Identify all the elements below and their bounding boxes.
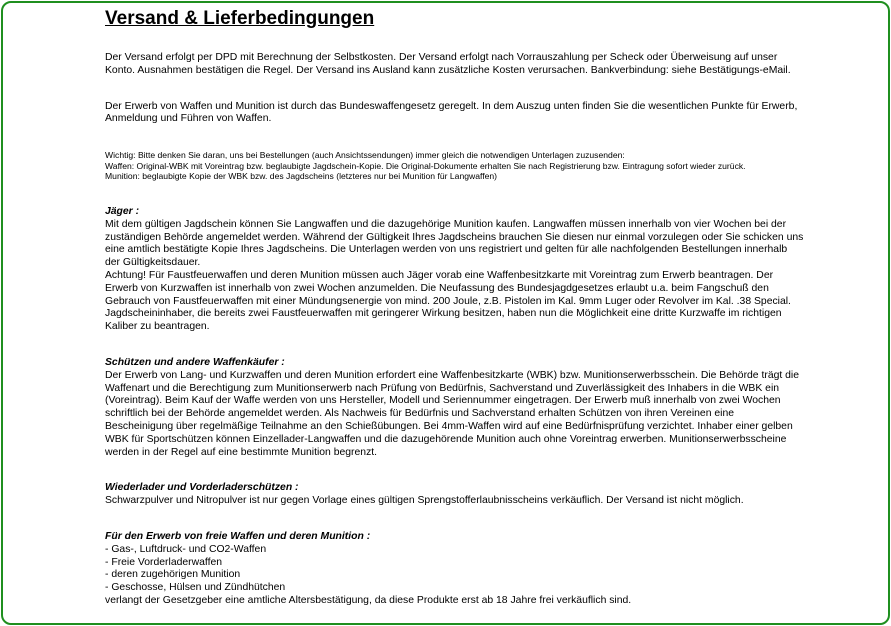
content-area bbox=[105, 8, 805, 608]
section-text: Der Erwerb von Lang- und Kurzwaffen und deren Munition erfordert eine Waffenbesitzkarte (WBK) bzw. Munitionserwerbsschein. Die Behörde trägt die Waffenart und die Berechtigung zum Munitionserwerb nach Prüfung von Bedürfnis, Sachverstand und Zuverlässigkeit des Inhabers in die WBK ein (Voreintrag). Beim Kauf der Waffe werden von uns Hersteller, Modell und Seriennummer eingetragen. Der Erwerb muß innerhalb von zwei Wochen schriftlich bei der Behörde angemeldet werden. Als Nachweis für Bedürfnis und Sachverstand erhalten Schützen von ihren Vereinen eine Bescheinigung über regelmäßige Teilnahme an den Schießübungen. Bei 4mm-Waffen wird auf eine Bedürfnisprüfung verzichtet. Inhaber einer gelben WBK für Sportschützen können Einzellader-Langwaffen und die dazugehörende Munition auch ohne Voreintrag erwerben. Munitionserwerbsscheine werden in der Regel auf eine bestimmte Munition begrenzt. bbox=[105, 369, 800, 458]
important-notice bbox=[105, 150, 805, 182]
section-jaeger bbox=[105, 206, 805, 334]
law-paragraph: Der Erwerb von Waffen und Munition ist durch das Bundeswaffengesetz geregelt. In dem Auszug unten finden Sie die wesentlichen Punkte für Erwerb, Anmeldung und Führen von Waffen. bbox=[105, 100, 798, 125]
section-text: Achtung! Für Faustfeuerwaffen und deren Munition müssen auch Jäger vorab eine Waffenbesitzkarte mit Voreintrag zum Erwerb beantragen. Der Erwerb von Kurzwaffen ist innerhalb von zwei Wochen anzumelden. Die Neufassung des Bundesjagdgesetzes erlaubt u.a. beim Fangschuß den Gebrauch von Faustfeuerwaffen mit einer Mündungsenergie von mind. 200 Joule, z.B. Pistolen im Kal. 9mm Luger oder Revolver im Kal. .38 Special. Jagdscheininhaber, die bereits zwei Faustfeuerwaffen mit geringerer Wirkung besitzen, haben nun die Möglichkeit eine dritte Kurzwaffe im richtigen Kaliber zu beantragen. bbox=[105, 269, 791, 333]
list-item: - Freie Vorderladerwaffen bbox=[105, 556, 223, 568]
page-title: Versand & Lieferbedingungen bbox=[105, 8, 375, 29]
section-schuetzen bbox=[105, 357, 805, 459]
important-line-2: Waffen: Original-WBK mit Voreintrag bzw. beglaubigte Jagdschein-Kopie. Die Original-Dokumente erhalten Sie nach Registrierung bzw. Eintragung sofort wieder zurück. bbox=[105, 160, 746, 171]
section-text: Mit dem gültigen Jagdschein können Sie Langwaffen und die dazugehörige Munition kaufen. Langwaffen müssen innerhalb von vier Wochen bei der zuständigen Behörde angemeldet werden. Während der Gültigkeit Ihres Jagdscheins brauchen Sie diesen nur einmal vorzulegen oder Sie schicken uns eine amtlich bestätigte Kopie Ihres Jagdscheins. Die Unterlagen werden von uns registriert und gelten für alle nachfolgenden Bestellungen innerhalb der Gültigkeitsdauer. bbox=[105, 218, 804, 269]
list-item: - Gas-, Luftdruck- und CO2-Waffen bbox=[105, 543, 267, 555]
section-freie-waffen bbox=[105, 531, 805, 608]
section-text: verlangt der Gesetzgeber eine amtliche Altersbestätigung, da diese Produkte erst ab 18 Jahre frei verkäuflich sind. bbox=[105, 594, 632, 606]
list-item: - Geschosse, Hülsen und Zündhütchen bbox=[105, 582, 286, 594]
section-wiederlader bbox=[105, 482, 805, 508]
list-item: - deren zugehörigen Munition bbox=[105, 569, 241, 581]
important-line-3: Munition: beglaubigte Kopie der WBK bzw. des Jagdscheins (letzteres nur bei Munition für Langwaffen) bbox=[105, 171, 498, 182]
section-text: Schwarzpulver und Nitropulver ist nur gegen Vorlage eines gültigen Sprengstofferlaubnisscheins verkäuflich. Der Versand ist nicht möglich. bbox=[105, 495, 744, 507]
important-line-1: Wichtig: Bitte denken Sie daran, uns bei Bestellungen (auch Ansichtssendungen) immer gleich die notwendigen Unterlagen zuzusenden: bbox=[105, 150, 625, 161]
section-heading: Wiederlader und Vorderladerschützen : bbox=[105, 482, 299, 494]
shipping-intro: Der Versand erfolgt per DPD mit Berechnung der Selbstkosten. Der Versand erfolgt nach Vorrauszahlung per Scheck oder Überweisung auf unser Konto. Ausnahmen bestätigen die Regel. Der Versand ins Ausland kann zusätzliche Kosten verursachen. Bankverbindung: siehe Bestätigungs-eMail. bbox=[105, 52, 791, 76]
section-heading: Jäger : bbox=[105, 205, 140, 217]
section-heading: Schützen und andere Waffenkäufer : bbox=[105, 356, 285, 368]
section-heading: Für den Erwerb von freie Waffen und deren Munition : bbox=[105, 530, 371, 542]
